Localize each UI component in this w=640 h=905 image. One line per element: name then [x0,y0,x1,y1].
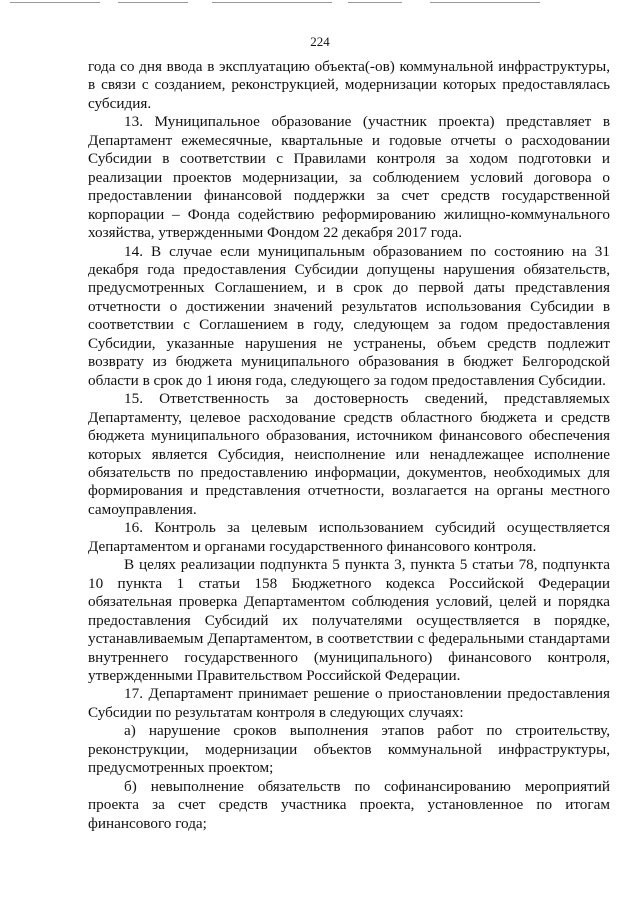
page-number: 224 [310,34,330,49]
paragraph-16-details: В целях реализации подпункта 5 пункта 3, пункта 5 статьи 78, подпункта 10 пункта 1 статьи 158 Бюджетного кодекса Российской Федерации обязательная проверка Департаментом соблюдения условий, целей и порядка предоставления Субсидий их получателями осуществляется в порядке, устанавливаемым Департаментом, в соответствии с федеральными стандартами внутреннего государственного (муниципального) финансового контроля, утвержденными Правительством Российской Федерации. [88,556,610,684]
paragraph-14: 14. В случае если муниципальным образованием по состоянию на 31 декабря года предоставления Субсидии допущены нарушения обязательств, предусмотренных Соглашением, и в срок до первой даты представления отчетности о достижении значений результатов использования Субсидии в соответствии с Соглашением в году, следующем за годом предоставления Субсидии, указанные нарушения не устранены, объем средств подлежит возврату из бюджета муниципального образования в бюджет Белгородской области в срок до 1 июня года, следующего за годом предоставления Субсидии. [88,242,610,389]
list-item-a: а) нарушение сроков выполнения этапов работ по строительству, реконструкции, модернизации объектов коммунальной инфраструктуры, предусмотренных проектом; [88,722,610,777]
scan-top-edge [0,0,640,8]
paragraph-16: 16. Контроль за целевым использованием субсидий осуществляется Департаментом и органами государственного финансового контроля. [88,519,610,555]
paragraph-13: 13. Муниципальное образование (участник проекта) представляет в Департамент ежемесячные, квартальные и годовые отчеты о расходовании Субсидии в соответствии с Правилами контроля за ходом подготовки и реализации проектов модернизации, за соблюдением условий договора о предоставлении финансовой поддержки за счет средств государственной корпорации – Фонда содействию реформированию жилищно-коммунального хозяйства, утвержденными Фондом 22 декабря 2017 года. [88,113,610,242]
paragraph-continuation: года со дня ввода в эксплуатацию объекта(-ов) коммунальной инфраструктуры, в связи с созданием, реконструкцией, модернизации которых предоставлялась субсидия. [88,58,610,112]
document-body [88,58,610,833]
list-item-b: б) невыполнение обязательств по софинансированию мероприятий проекта за счет средств участника проекта, установленное по итогам финансового года; [88,777,610,832]
paragraph-15: 15. Ответственность за достоверность сведений, представляемых Департаменту, целевое расходование средств областного бюджета и средств бюджета муниципального образования, источником финансового обеспечения которых является Субсидия, неисполнение или ненадлежащее исполнение обязательств по предоставлению информации, документов, необходимых для формирования и представления отчетности, возлагается на органы местного самоуправления. [88,390,610,518]
paragraph-17: 17. Департамент принимает решение о приостановлении предоставления Субсидии по результатам контроля в следующих случаях: [88,685,610,721]
